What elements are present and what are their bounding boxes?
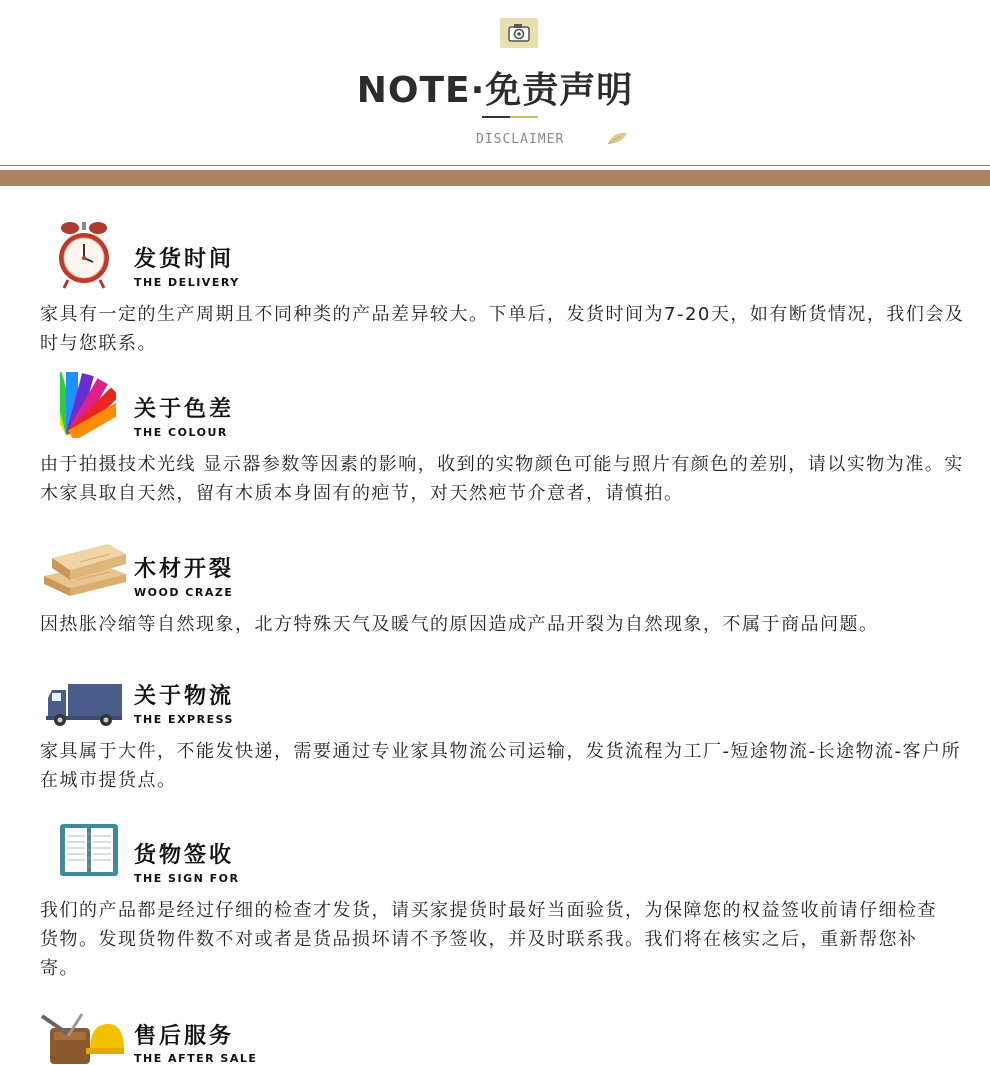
section-title-aftersale: 售后服务 (134, 1024, 235, 1049)
section-body-signfor: 我们的产品都是经过仔细的检查才发货，请买家提货时最好当面验货，为保障您的权益签收前请仔细检查货物。发现货物件数不对或者是货品损坏请不予签收，并及时联系我。我们将在核实之后，重新帮您补寄。 (40, 900, 937, 979)
camera-icon (500, 18, 538, 48)
wood-planks-icon (40, 536, 128, 598)
section-title-wood: 木材开裂 (134, 557, 235, 582)
section-subtitle-wood: WOOD CRAZE (134, 586, 234, 599)
leaf-icon (606, 130, 628, 146)
section-body-wood: 因热胀冷缩等自然现象，北方特殊天气及暖气的原因造成产品开裂为自然现象，不属于商品问题。 (40, 614, 879, 635)
section-subtitle-express: THE EXPRESS (134, 713, 234, 726)
section-subtitle-colour: THE COLOUR (134, 426, 228, 439)
color-fan-icon (60, 368, 116, 438)
tools-helmet-icon (38, 1010, 124, 1064)
alarm-clock-icon (56, 220, 112, 290)
section-title-delivery: 发货时间 (134, 247, 235, 272)
section-body-delivery: 家具有一定的生产周期且不同种类的产品差异较大。下单后，发货时间为7-20天，如有断货情况，我们会及时与您联系。 (40, 304, 965, 354)
page-title: NOTE·免责声明 (356, 70, 634, 111)
section-title-colour: 关于色差 (134, 397, 235, 422)
camera-badge (500, 18, 538, 48)
section-subtitle-delivery: THE DELIVERY (134, 276, 240, 289)
truck-icon (44, 680, 124, 728)
section-subtitle-aftersale: THE AFTER SALE (134, 1052, 258, 1065)
header-band (0, 170, 990, 186)
section-body-colour: 由于拍摄技术光线 显示器参数等因素的影响，收到的实物颜色可能与照片有颜色的差别，请以实物为准。实木家具取自天然，留有木质本身固有的疤节，对天然疤节介意者，请慎拍。 (40, 454, 964, 504)
title-underline (482, 116, 538, 118)
page-subtitle: DISCLAIMER (476, 132, 565, 147)
notebook-icon (58, 822, 120, 878)
section-title-signfor: 货物签收 (134, 843, 235, 868)
section-body-express: 家具属于大件，不能发快递，需要通过专业家具物流公司运输，发货流程为工厂-短途物流-长途物流-客户所在城市提货点。 (40, 741, 961, 791)
section-subtitle-signfor: THE SIGN FOR (134, 872, 240, 885)
header-divider (0, 165, 990, 166)
section-title-express: 关于物流 (134, 684, 235, 709)
